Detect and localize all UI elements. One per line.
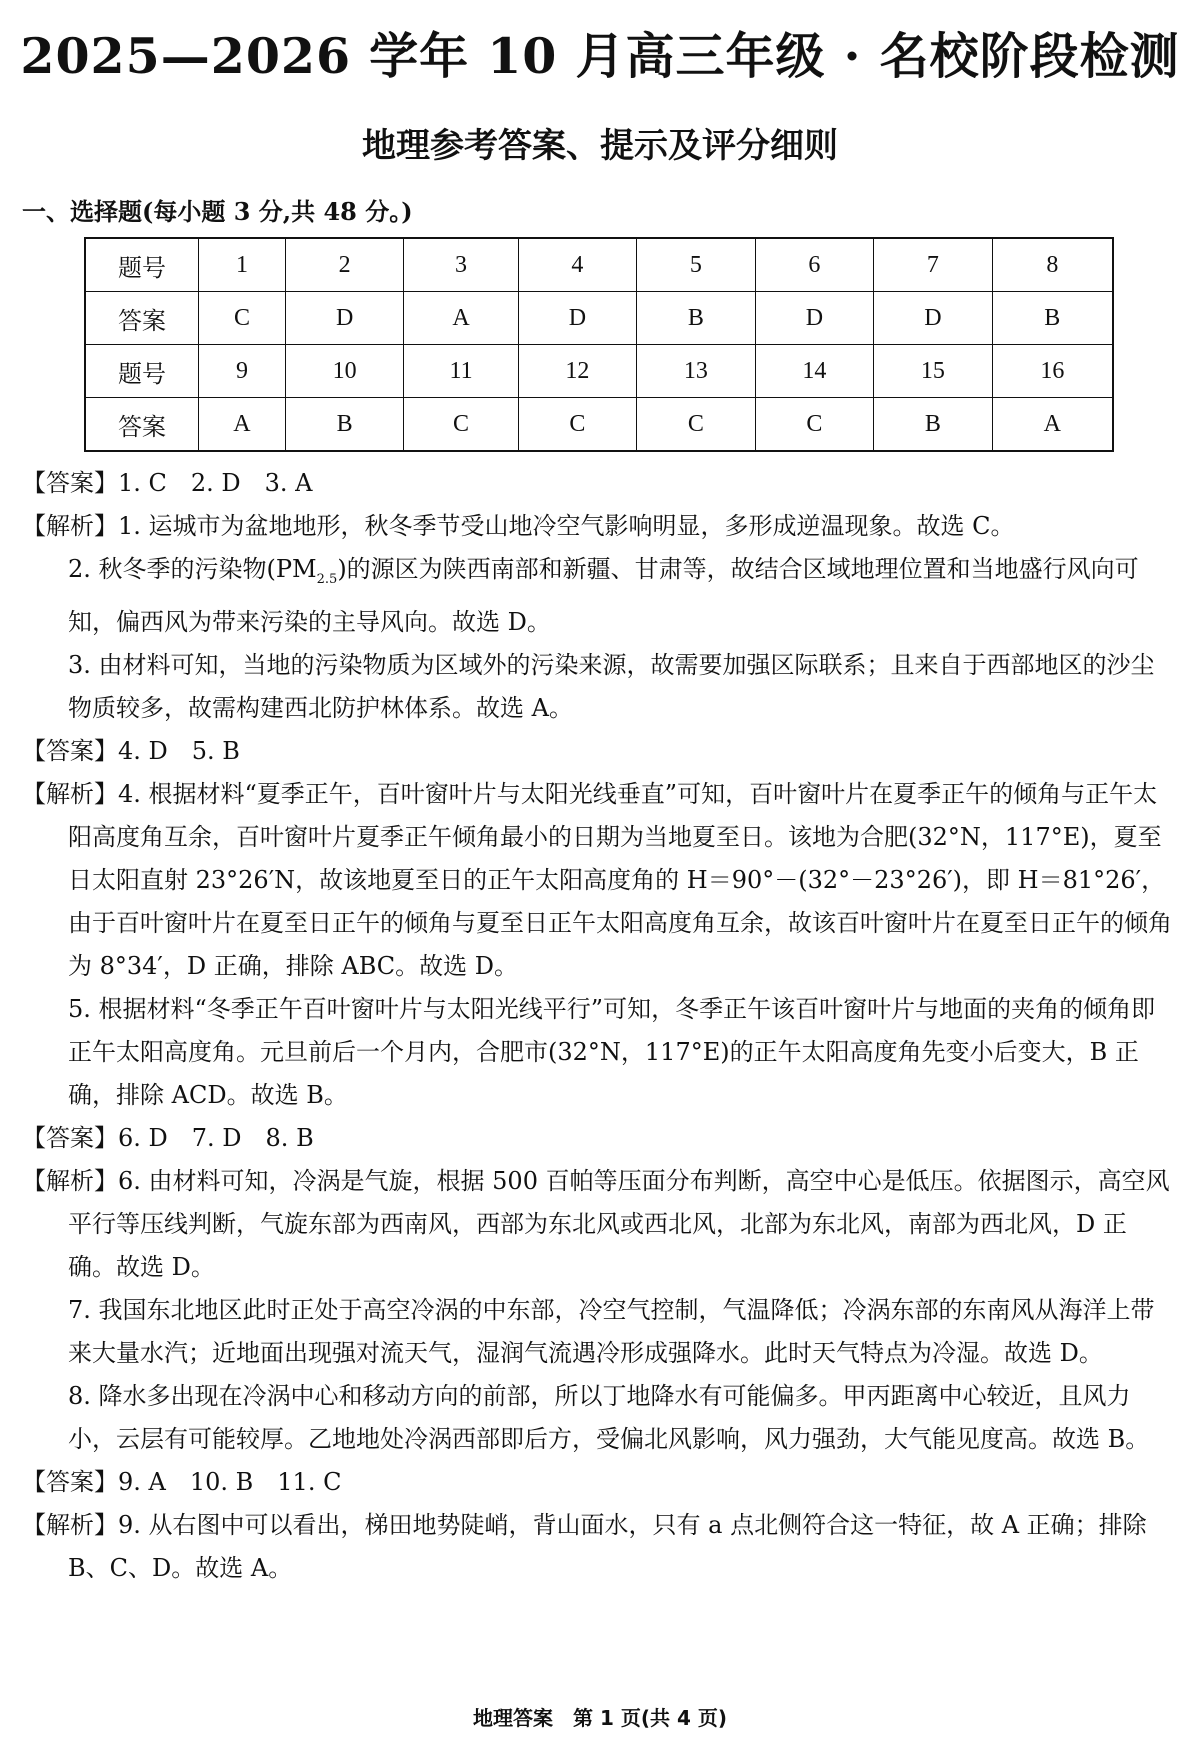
table-cell: A bbox=[199, 398, 286, 452]
block-text: 7. 我国东北地区此时正处于高空冷涡的中东部，冷空气控制，气温降低；冷涡东部的东南风从海洋上带来大量水汽；近地面出现强对流天气，湿润气流遇冷形成强降水。此时天气特点为冷湿。故选 D。 bbox=[68, 1295, 1155, 1367]
answer-tag: 【答案】 bbox=[22, 736, 118, 765]
block-text: 1. C 2. D 3. A bbox=[118, 469, 313, 497]
table-cell: C bbox=[404, 398, 518, 452]
table-cell: A bbox=[992, 398, 1113, 452]
answer-line bbox=[22, 1117, 1172, 1160]
answer-table bbox=[84, 237, 1114, 452]
table-cell: 1 bbox=[199, 238, 286, 292]
block-text: 4. D 5. B bbox=[118, 736, 240, 765]
page-title: 2025—2026 学年 10 月高三年级 · 名校阶段检测 bbox=[20, 27, 1180, 85]
analysis-paragraph bbox=[22, 644, 1172, 730]
table-row bbox=[85, 345, 1113, 398]
explanations bbox=[22, 462, 1172, 1590]
table-cell: 5 bbox=[637, 238, 755, 292]
block-text: )的源区为陕西南部和新疆、甘肃等，故结合区域地理位置和当地盛行风向可知，偏西风为带来污染的主导风向。故选 D。 bbox=[68, 555, 1139, 636]
table-cell: D bbox=[874, 292, 992, 345]
table-cell: 11 bbox=[404, 345, 518, 398]
block-text: 4. 根据材料“夏季正午，百叶窗叶片与太阳光线垂直”可知，百叶窗叶片在夏季正午的倾角与正午太阳高度角互余，百叶窗叶片夏季正午倾角最小的日期为当地夏至日。该地为合肥(32°N，117°E)，夏至日太阳直射 23°26′N，故该地夏至日的正午太阳高度角的 H＝90°－(32°－23°26′)，即 H＝81°26′，由于百叶窗叶片在夏至日正午的倾角与夏至日正午太阳高度角互余，故该百叶窗叶片在夏至日正午的倾角为 8°34′，D 正确，排除 ABC。故选 D。 bbox=[68, 779, 1172, 980]
block-text: 6. 由材料可知，冷涡是气旋，根据 500 百帕等压面分布判断，高空中心是低压。依据图示，高空风平行等压线判断，气旋东部为西南风，西部为东北风或西北风，北部为东北风，南部为西北风，D 正确。故选 D。 bbox=[68, 1166, 1170, 1281]
table-cell: 4 bbox=[518, 238, 636, 292]
block-text: 2. 秋冬季的污染物(PM bbox=[68, 555, 317, 583]
table-row bbox=[85, 398, 1113, 452]
table-cell: 10 bbox=[285, 345, 403, 398]
table-row-header: 题号 bbox=[85, 345, 199, 398]
answer-line bbox=[22, 730, 1172, 773]
analysis-paragraph bbox=[22, 1504, 1172, 1590]
answer-tag: 【答案】 bbox=[22, 1467, 118, 1496]
analysis-tag: 【解析】 bbox=[22, 1510, 118, 1539]
table-cell: C bbox=[518, 398, 636, 452]
subscript: 2.5 bbox=[316, 571, 338, 587]
page-footer: 地理答案 第 1 页(共 4 页) bbox=[473, 1706, 727, 1730]
table-cell: 12 bbox=[518, 345, 636, 398]
table-row bbox=[85, 238, 1113, 292]
table-cell: D bbox=[518, 292, 636, 345]
answer-tag: 【答案】 bbox=[22, 1123, 118, 1152]
page-subtitle: 地理参考答案、提示及评分细则 bbox=[362, 126, 838, 166]
table-row-header: 答案 bbox=[85, 398, 199, 452]
block-text: 6. D 7. D 8. B bbox=[118, 1123, 314, 1152]
table-cell: 8 bbox=[992, 238, 1113, 292]
table-cell: 14 bbox=[755, 345, 873, 398]
table-cell: B bbox=[285, 398, 403, 452]
answer-line bbox=[22, 1461, 1172, 1504]
analysis-tag: 【解析】 bbox=[22, 1166, 118, 1195]
table-cell: 9 bbox=[199, 345, 286, 398]
section-heading: 一、选择题(每小题 3 分,共 48 分。) bbox=[22, 197, 413, 226]
table-cell: 13 bbox=[637, 345, 755, 398]
table-cell: B bbox=[637, 292, 755, 345]
table-row-header: 题号 bbox=[85, 238, 199, 292]
table-cell: A bbox=[404, 292, 518, 345]
table-cell: C bbox=[199, 292, 286, 345]
analysis-paragraph bbox=[22, 1375, 1172, 1461]
answer-line bbox=[22, 462, 1172, 505]
table-row-header: 答案 bbox=[85, 292, 199, 345]
table-cell: 16 bbox=[992, 345, 1113, 398]
analysis-paragraph bbox=[22, 1160, 1172, 1289]
analysis-paragraph bbox=[22, 773, 1172, 988]
table-cell: B bbox=[874, 398, 992, 452]
analysis-paragraph bbox=[22, 988, 1172, 1117]
block-text: 1. 运城市为盆地地形，秋冬季节受山地冷空气影响明显，多形成逆温现象。故选 C。 bbox=[118, 512, 1015, 540]
table-cell: 7 bbox=[874, 238, 992, 292]
table-cell: 15 bbox=[874, 345, 992, 398]
analysis-tag: 【解析】 bbox=[22, 779, 118, 808]
table-cell: 3 bbox=[404, 238, 518, 292]
analysis-paragraph bbox=[22, 505, 1172, 548]
answer-tag: 【答案】 bbox=[22, 469, 118, 497]
block-text: 9. A 10. B 11. C bbox=[118, 1467, 342, 1496]
table-cell: C bbox=[755, 398, 873, 452]
analysis-paragraph bbox=[22, 548, 1172, 644]
analysis-tag: 【解析】 bbox=[22, 512, 118, 540]
block-text: 3. 由材料可知，当地的污染物质为区域外的污染来源，故需要加强区际联系；且来自于西部地区的沙尘物质较多，故需构建西北防护林体系。故选 A。 bbox=[68, 650, 1155, 722]
table-cell: B bbox=[992, 292, 1113, 345]
block-text: 5. 根据材料“冬季正午百叶窗叶片与太阳光线平行”可知，冬季正午该百叶窗叶片与地面的夹角的倾角即正午太阳高度角。元旦前后一个月内，合肥市(32°N，117°E)的正午太阳高度角先变小后变大，B 正确，排除 ACD。故选 B。 bbox=[68, 994, 1156, 1109]
block-text: 9. 从右图中可以看出，梯田地势陡峭，背山面水，只有 a 点北侧符合这一特征，故 A 正确；排除 B、C、D。故选 A。 bbox=[68, 1510, 1147, 1582]
analysis-paragraph bbox=[22, 1289, 1172, 1375]
table-cell: C bbox=[637, 398, 755, 452]
block-text: 8. 降水多出现在冷涡中心和移动方向的前部，所以丁地降水有可能偏多。甲丙距离中心较近，且风力小，云层有可能较厚。乙地地处冷涡西部即后方，受偏北风影响，风力强劲，大气能见度高。故选 B。 bbox=[68, 1381, 1150, 1453]
table-cell: 2 bbox=[285, 238, 403, 292]
table-row bbox=[85, 292, 1113, 345]
table-cell: D bbox=[755, 292, 873, 345]
table-cell: 6 bbox=[755, 238, 873, 292]
table-cell: D bbox=[285, 292, 403, 345]
